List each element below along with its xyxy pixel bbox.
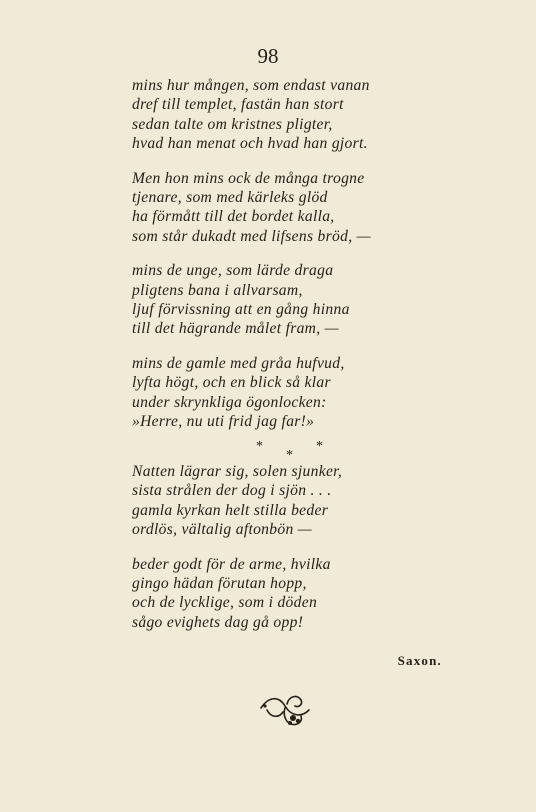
asterisk: *	[316, 439, 323, 454]
poem-line: sågo evighets dag gå opp!	[132, 613, 304, 631]
poem-line: mins hur mången, som endast vanan	[132, 77, 370, 94]
poem-line: under skrynkliga ögonlocken:	[132, 393, 327, 411]
poem-line: lyfta högt, och en blick så klar	[132, 374, 331, 392]
poem-line: dref till templet, fastän han stort	[132, 96, 344, 114]
poem-line: Natten lägrar sig, solen sjunker,	[132, 463, 343, 480]
poem-line: ljuf förvissning att en gång hinna	[132, 301, 350, 319]
poem-line: Men hon mins ock de många trogne	[132, 169, 365, 187]
poem-line: till det hägrande målet fram, —	[132, 320, 339, 338]
poem-line: beder godt för de arme, hvilka	[132, 555, 331, 573]
page-number: 98	[257, 44, 279, 68]
poem-line: och de lycklige, som i döden	[132, 594, 318, 612]
stanza	[132, 76, 462, 154]
stanza	[132, 354, 462, 432]
floral-ornament-icon	[257, 688, 317, 728]
stanza	[132, 462, 462, 540]
asterisk: *	[286, 448, 293, 463]
poem-line: mins de unge, som lärde draga	[132, 262, 334, 280]
asterisk: *	[256, 439, 263, 454]
poem-line: sista strålen der dog i sjön . . .	[132, 482, 332, 500]
poem-part-1	[132, 76, 462, 447]
poem-line: sedan talte om kristnes pligter,	[132, 115, 333, 133]
poem-line: ha förmått till det bordet kalla,	[132, 208, 335, 226]
poem-line: tjenare, som med kärleks glöd	[132, 189, 328, 207]
poem-line: ordlös, vältalig aftonbön —	[132, 521, 312, 539]
poem-part-2	[132, 462, 462, 647]
stanza	[132, 261, 462, 339]
asterism-separator	[0, 435, 536, 461]
stanza	[132, 169, 462, 247]
poem-line: »Herre, nu uti frid jag far!»	[132, 413, 315, 431]
author-signature: Saxon.	[397, 653, 442, 668]
stanza	[132, 555, 462, 633]
poem-line: mins de gamle med gråa hufvud,	[132, 354, 345, 372]
poem-line: pligtens bana i allvarsam,	[132, 281, 303, 299]
poem-line: som står dukadt med lifsens bröd, —	[132, 227, 371, 245]
poem-line: gamla kyrkan helt stilla beder	[132, 501, 329, 519]
poem-line: gingo hädan förutan hopp,	[132, 575, 307, 593]
poem-line: hvad han menat och hvad han gjort.	[132, 135, 368, 153]
